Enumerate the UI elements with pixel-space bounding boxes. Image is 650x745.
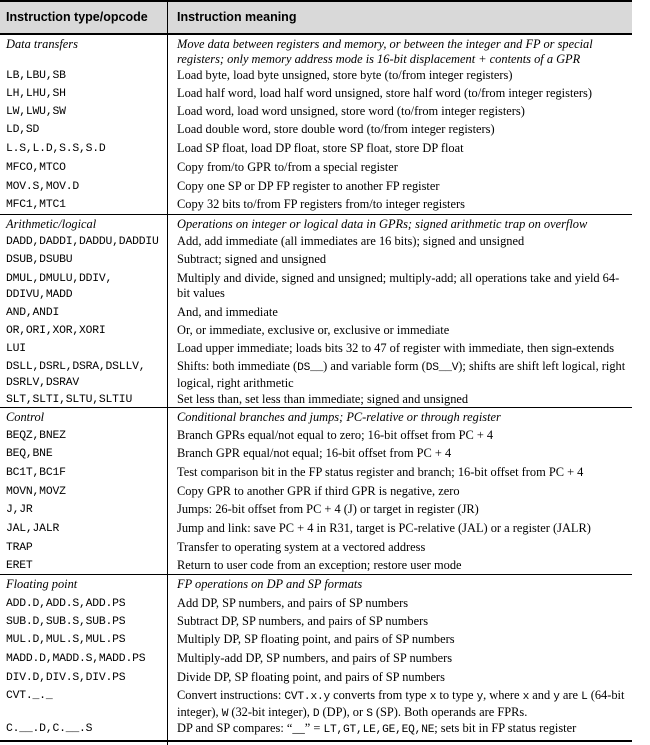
- meaning-text: Convert instructions:: [177, 688, 285, 702]
- opcode-cell: JAL,JALR: [6, 523, 60, 535]
- opcode-cell: MOVN,MOVZ: [6, 486, 66, 498]
- section-description: FP operations on DP and SP formats: [177, 577, 363, 591]
- meaning-cell: Load upper immediate; loads bits 32 to 47 of register with immediate, then sign-extends: [177, 341, 615, 355]
- table-row: [0, 632, 632, 650]
- meaning-cell: Add DP, SP numbers, and pairs of SP numbers: [177, 596, 409, 610]
- section-title: Data transfers: [6, 37, 78, 51]
- section-title: Arithmetic/logical: [6, 217, 97, 231]
- table-row: [0, 614, 632, 632]
- opcode-cell: BEQ,BNE: [6, 448, 53, 460]
- meaning-cell: Load byte, load byte unsigned, store byte (to/from integer registers): [177, 68, 513, 82]
- table-row: [0, 234, 632, 252]
- opcode-cell: DMUL,DMULU,DDIV, DDIVU,MADD: [6, 273, 113, 301]
- table-row: [0, 428, 632, 446]
- meaning-cell: Jump and link: save PC + 4 in R31, target is PC-relative (JAL) or a register (JALR): [177, 521, 591, 535]
- meaning-cell: Set less than, set less than immediate; signed and unsigned: [177, 392, 469, 406]
- table-header-row: [0, 0, 632, 34]
- meaning-cell: Load word, load word unsigned, store word (to/from integer registers): [177, 104, 525, 118]
- meaning-cell: Transfer to operating system at a vectored address: [177, 540, 426, 554]
- opcode-cell: L.S,L.D,S.S,S.D: [6, 143, 106, 155]
- meaning-cell: Subtract DP, SP numbers, and pairs of SP numbers: [177, 614, 429, 628]
- opcode-cell: BC1T,BC1F: [6, 467, 66, 479]
- meaning-text: (DP), or: [319, 705, 367, 719]
- section-description: Conditional branches and jumps; PC-relative or through register: [177, 410, 501, 424]
- meaning-text: ); shifts are shift left logical, right logical, right arithmetic: [177, 359, 626, 390]
- meaning-text: Shifts: both immediate (: [177, 359, 298, 373]
- meaning-text: (32-bit integer),: [228, 705, 313, 719]
- table-bottom-rule: [0, 740, 632, 742]
- section-row-control: [0, 407, 632, 427]
- type-code: D: [312, 708, 320, 720]
- opcode-cell: DIV.D,DIV.S,DIV.PS: [6, 672, 126, 684]
- meaning-cell: Or, or immediate, exclusive or, exclusive or immediate: [177, 323, 450, 337]
- meaning-cell: Copy one SP or DP FP register to another FP register: [177, 179, 440, 193]
- opcode-cell: DSUB,DSUBU: [6, 254, 73, 266]
- type-code: x: [429, 691, 437, 703]
- meaning-cell: Jumps: 26-bit offset from PC + 4 (J) or target in register (JR): [177, 502, 479, 516]
- opcode-mnemonic: DS__: [297, 362, 324, 374]
- section-row-data-transfers: [0, 34, 632, 70]
- meaning-text: to type: [436, 688, 477, 702]
- table-row: [0, 104, 632, 122]
- meaning-cell: [177, 688, 629, 722]
- column-header-opcode: Instruction type/opcode: [6, 10, 148, 24]
- table-row: [0, 596, 632, 614]
- table-row: [0, 651, 632, 669]
- meaning-cell: Return to user code from an exception; restore user mode: [177, 558, 462, 572]
- meaning-cell: Test comparison bit in the FP status register and branch; 16-bit offset from PC + 4: [177, 465, 584, 479]
- opcode-cell: CVT._._: [6, 690, 53, 702]
- meaning-text: ; sets bit in FP status register: [434, 721, 577, 735]
- table-row: [0, 271, 632, 305]
- opcode-cell: LUI: [6, 343, 26, 355]
- meaning-cell: Branch GPR equal/not equal; 16-bit offset from PC + 4: [177, 446, 452, 460]
- table-row: [0, 721, 632, 739]
- table-row: [0, 160, 632, 178]
- opcode-mnemonic: DS__V: [425, 362, 459, 374]
- opcode-mnemonic: LT,GT,LE,GE,EQ,NE: [323, 724, 435, 736]
- opcode-cell: LW,LWU,SW: [6, 106, 66, 118]
- table-row: [0, 323, 632, 341]
- meaning-cell: Load half word, load half word unsigned, store half word (to/from integer registers): [177, 86, 592, 100]
- table-row: [0, 122, 632, 140]
- meaning-cell: [177, 721, 629, 738]
- opcode-cell: AND,ANDI: [6, 307, 60, 319]
- section-row-arithmetic-logical: [0, 214, 632, 234]
- type-code: y: [476, 691, 484, 703]
- table-row: [0, 484, 632, 502]
- meaning-cell: Load double word, store double word (to/from integer registers): [177, 122, 495, 136]
- table-row: [0, 179, 632, 197]
- opcode-cell: DADD,DADDI,DADDU,DADDIU: [6, 236, 159, 248]
- table-row: [0, 670, 632, 688]
- opcode-cell: MFC1,MTC1: [6, 199, 66, 211]
- opcode-cell: BEQZ,BNEZ: [6, 430, 66, 442]
- table-row: [0, 521, 632, 539]
- table-row: [0, 688, 632, 720]
- section-title: Control: [6, 410, 45, 424]
- table-row: [0, 540, 632, 558]
- opcode-cell: SLT,SLTI,SLTU,SLTIU: [6, 394, 133, 406]
- table-row: [0, 68, 632, 86]
- opcode-cell: DSLL,DSRL,DSRA,DSLLV, DSRLV,DSRAV: [6, 361, 146, 389]
- meaning-cell: Divide DP, SP floating point, and pairs of SP numbers: [177, 670, 445, 684]
- table-row: [0, 502, 632, 520]
- meaning-cell: Multiply and divide, signed and unsigned; multiply-add; all operations take and yield 64-bit values: [177, 271, 620, 300]
- opcode-cell: ERET: [6, 560, 33, 572]
- meaning-cell: Multiply-add DP, SP numbers, and pairs of SP numbers: [177, 651, 453, 665]
- meaning-cell: Load SP float, load DP float, store SP float, store DP float: [177, 141, 464, 155]
- meaning-text: ) and variable form (: [323, 359, 426, 373]
- opcode-cell: OR,ORI,XOR,XORI: [6, 325, 106, 337]
- table-row: [0, 305, 632, 323]
- column-header-meaning: Instruction meaning: [177, 10, 297, 24]
- meaning-text: , where: [483, 688, 523, 702]
- meaning-cell: [177, 359, 629, 391]
- opcode-cell: TRAP: [6, 542, 33, 554]
- opcode-cell: MOV.S,MOV.D: [6, 181, 79, 193]
- table-row: [0, 86, 632, 104]
- opcode-cell: J,JR: [6, 504, 33, 516]
- opcode-cell: MADD.D,MADD.S,MADD.PS: [6, 653, 146, 665]
- meaning-text: converts from type: [330, 688, 430, 702]
- meaning-cell: Add, add immediate (all immediates are 16 bits); signed and unsigned: [177, 234, 525, 248]
- table-row: [0, 141, 632, 159]
- section-description: Operations on integer or logical data in GPRs; signed arithmetic trap on overflow: [177, 217, 588, 231]
- table-row: [0, 252, 632, 270]
- meaning-cell: Copy from/to GPR to/from a special register: [177, 160, 398, 174]
- type-code: y: [553, 691, 560, 703]
- table-row: [0, 197, 632, 215]
- type-code: S: [366, 708, 373, 720]
- opcode-cell: ADD.D,ADD.S,ADD.PS: [6, 598, 126, 610]
- opcode-cell: C.__.D,C.__.S: [6, 723, 93, 735]
- meaning-text: are: [559, 688, 582, 702]
- opcode-cell: LD,SD: [6, 124, 40, 136]
- meaning-text: (64-bit integer),: [177, 688, 625, 719]
- meaning-cell: Copy 32 bits to/from FP registers from/to integer registers: [177, 197, 465, 211]
- opcode-cell: LH,LHU,SH: [6, 88, 66, 100]
- section-row-floating-point: [0, 574, 632, 594]
- type-code: W: [221, 708, 229, 720]
- meaning-cell: Branch GPRs equal/not equal to zero; 16-bit offset from PC + 4: [177, 428, 494, 442]
- opcode-cell: LB,LBU,SB: [6, 70, 66, 82]
- type-code: L: [581, 691, 588, 703]
- meaning-cell: Multiply DP, SP floating point, and pairs of SP numbers: [177, 632, 455, 646]
- type-code: x: [522, 691, 530, 703]
- meaning-cell: Copy GPR to another GPR if third GPR is negative, zero: [177, 484, 460, 498]
- opcode-cell: MUL.D,MUL.S,MUL.PS: [6, 634, 126, 646]
- section-title: Floating point: [6, 577, 78, 591]
- table-row: [0, 465, 632, 483]
- opcode-mnemonic: CVT.x.y: [284, 691, 330, 703]
- meaning-cell: Subtract; signed and unsigned: [177, 252, 327, 266]
- table-row: [0, 341, 632, 359]
- meaning-cell: And, and immediate: [177, 305, 278, 319]
- meaning-text: DP and SP compares: “__” =: [177, 721, 324, 735]
- opcode-cell: MFCO,MTCO: [6, 162, 66, 174]
- section-description: Move data between registers and memory, or between the integer and FP or special registers; only memory address mode is 16-bit displacement + contents of a GPR: [177, 37, 593, 66]
- meaning-text: (SP). Both operands are FPRs.: [372, 705, 528, 719]
- opcode-cell: SUB.D,SUB.S,SUB.PS: [6, 616, 126, 628]
- table-row: [0, 359, 632, 391]
- table-row: [0, 446, 632, 464]
- meaning-text: and: [529, 688, 554, 702]
